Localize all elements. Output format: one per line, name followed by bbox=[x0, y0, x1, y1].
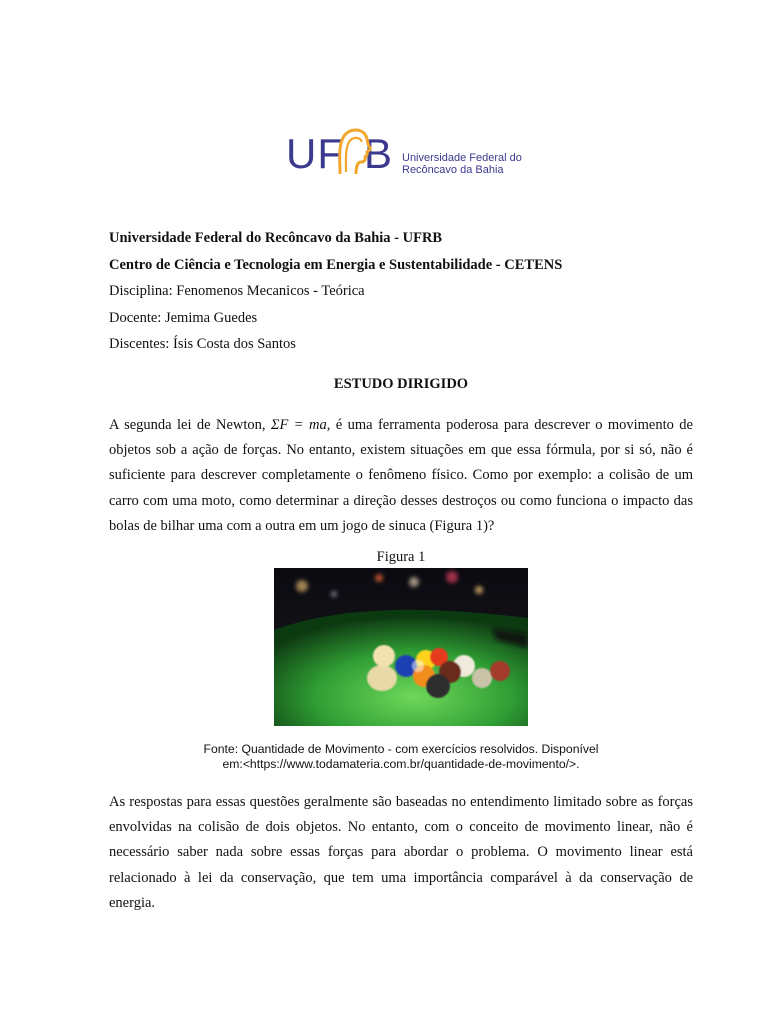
university-logo bbox=[286, 124, 526, 186]
paragraph-intro bbox=[109, 413, 693, 539]
logo-letter-f: F bbox=[317, 130, 344, 177]
billiard-balls-image bbox=[274, 568, 528, 726]
paragraph-intro-rest: , é uma ferramenta poderosa para descrever o movimento de objetos sob a ação de forças. No entanto, existem situações em que essa fórmula, por si só, não é suficiente para descrever completamente o fenômeno físico. Como por exemplo: a colisão de um carro com uma moto, como determinar a direção desses destroços ou como funciona o impacto das bolas de bilhar uma com a outra em um jogo de sinuca (Figura 1)? bbox=[109, 417, 693, 534]
paragraph-linear-momentum: As respostas para essas questões geralmente são baseadas no entendimento limitado sobre as forças envolvidas na colisão de dois objetos. No entanto, com o conceito de movimento linear, não é necessário saber nada sobre essas forças para abordar o problema. O movimento linear está relacionado à lei da conservação, que tem uma importância comparável à da conservação de energia. bbox=[109, 794, 693, 911]
logo-letter-b: B bbox=[364, 130, 394, 177]
document-header bbox=[109, 225, 669, 358]
paragraph-intro-start: A segunda lei de Newton, bbox=[109, 417, 271, 433]
teacher-line: Docente: Jemima Guedes bbox=[109, 309, 258, 326]
center-line: Centro de Ciência e Tecnologia em Energia e Sustentabilidade - CETENS bbox=[109, 256, 563, 273]
figure-caption bbox=[0, 742, 768, 772]
students-line: Discentes: Ísis Costa dos Santos bbox=[109, 336, 296, 352]
newton-formula: ΣF = ma bbox=[270, 417, 327, 433]
figure-caption-line2: em:<https://www.todamateria.com.br/quantidade-de-movimento/>. bbox=[222, 757, 580, 771]
logo-letter-u: U bbox=[286, 130, 318, 177]
discipline-line: Disciplina: Fenomenos Mecanicos - Teórica bbox=[109, 283, 365, 299]
document-title: ESTUDO DIRIGIDO bbox=[333, 376, 469, 392]
logo-text-line1: Universidade Federal do bbox=[402, 152, 522, 164]
logo-text bbox=[402, 152, 522, 176]
institution-line: Universidade Federal do Recôncavo da Bahia - UFRB bbox=[109, 230, 443, 246]
figure-caption-line1: Fonte: Quantidade de Movimento - com exercícios resolvidos. Disponível bbox=[203, 742, 599, 756]
logo-text-line2: Recôncavo da Bahia bbox=[402, 164, 504, 176]
logo-face-icon bbox=[334, 124, 374, 180]
figure-label: Figura 1 bbox=[376, 549, 426, 565]
